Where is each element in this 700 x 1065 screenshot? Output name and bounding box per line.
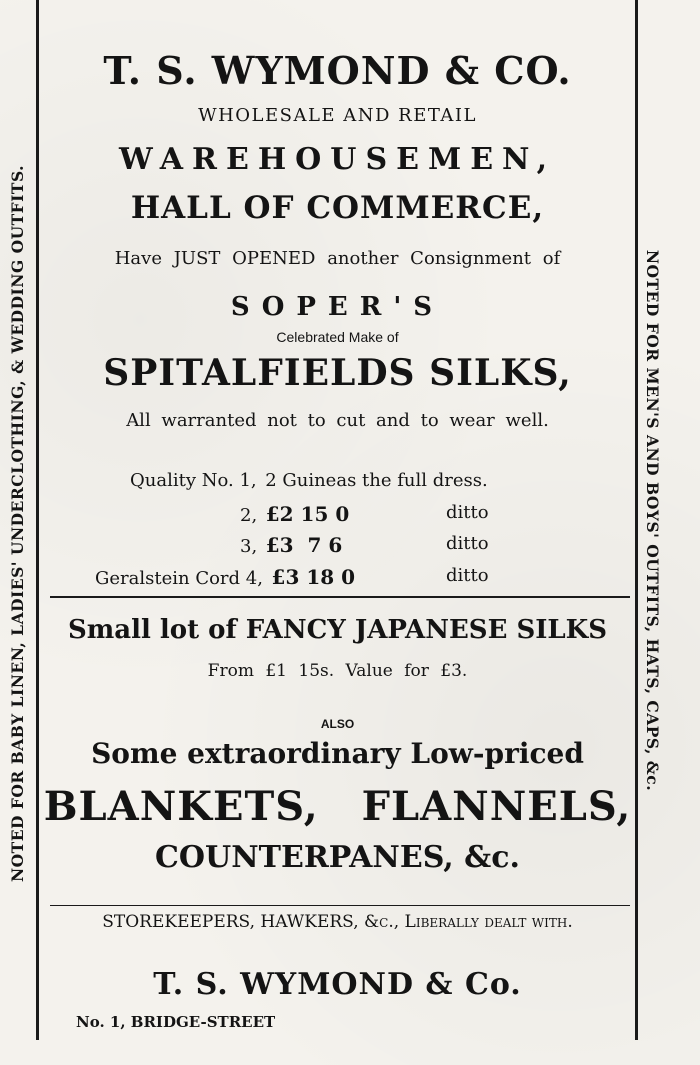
spitalfields-silks-heading: SPITALFIELDS SILKS, xyxy=(103,352,572,394)
japanese-silks-heading: Small lot of FANCY JAPANESE SILKS xyxy=(67,615,608,645)
left-column-rule xyxy=(36,0,39,1040)
price-row-number: 4, xyxy=(245,568,263,589)
price-row-price: £3 7 6 xyxy=(265,533,343,557)
price-row-label: Quality No. xyxy=(130,470,234,491)
footer-divider xyxy=(50,905,630,906)
price-row-number: 2, xyxy=(240,505,258,526)
firm-name-footer: T. S. WYMOND & Co. xyxy=(153,967,522,1002)
sopers-brand: SOPER'S xyxy=(230,292,445,322)
price-row xyxy=(95,565,489,589)
just-opened-line: Have JUST OPENED another Consignment of xyxy=(114,248,561,269)
celebrated-make-line: Celebrated Make of xyxy=(276,329,399,345)
section-divider xyxy=(50,596,630,598)
price-row xyxy=(240,502,489,526)
left-side-text: NOTED FOR BABY LINEN, LADIES' UNDERCLOTHING, & WEDDING OUTFITS. xyxy=(7,164,27,882)
price-row-ditto: ditto xyxy=(446,565,489,586)
storekeepers-line: STOREKEEPERS, HAWKERS, &c., Liberally dealt with. xyxy=(102,912,573,932)
price-row-number: 1, xyxy=(239,470,257,491)
counterpanes-heading: COUNTERPANES, &c. xyxy=(155,840,520,875)
also-label: ALSO xyxy=(320,717,355,731)
low-priced-line: Some extraordinary Low-priced xyxy=(91,737,584,770)
price-row-ditto: ditto xyxy=(446,533,489,554)
warranted-line: All warranted not to cut and to wear well. xyxy=(126,410,549,431)
japanese-silks-price: From £1 15s. Value for £3. xyxy=(207,661,468,681)
hall-of-commerce-line: HALL OF COMMERCE, xyxy=(130,190,545,226)
price-row-price: £3 18 0 xyxy=(271,565,356,589)
warehousemen-line: WAREHOUSEMEN, xyxy=(118,142,557,177)
price-row-price: £2 15 0 xyxy=(265,502,350,526)
price-row-ditto: ditto xyxy=(446,502,489,523)
wholesale-retail-line: WHOLESALE AND RETAIL xyxy=(198,105,477,126)
firm-name-heading: T. S. WYMOND & CO. xyxy=(103,48,572,93)
blankets-flannels-heading: BLANKETS, FLANNELS, xyxy=(43,783,632,830)
price-row xyxy=(130,470,488,491)
right-side-banner xyxy=(638,190,668,850)
price-row-price: 2 Guineas the full dress. xyxy=(265,470,488,491)
advertisement xyxy=(40,0,635,1040)
price-row xyxy=(240,533,489,557)
price-row-label: Geralstein Cord xyxy=(95,568,241,589)
right-side-text: NOTED FOR MEN'S AND BOYS' OUTFITS, HATS, CAPS, &c. xyxy=(643,249,663,791)
price-row-number: 3, xyxy=(240,536,258,557)
address-line: No. 1, BRIDGE-STREET xyxy=(76,1013,276,1031)
left-side-banner xyxy=(0,128,34,918)
